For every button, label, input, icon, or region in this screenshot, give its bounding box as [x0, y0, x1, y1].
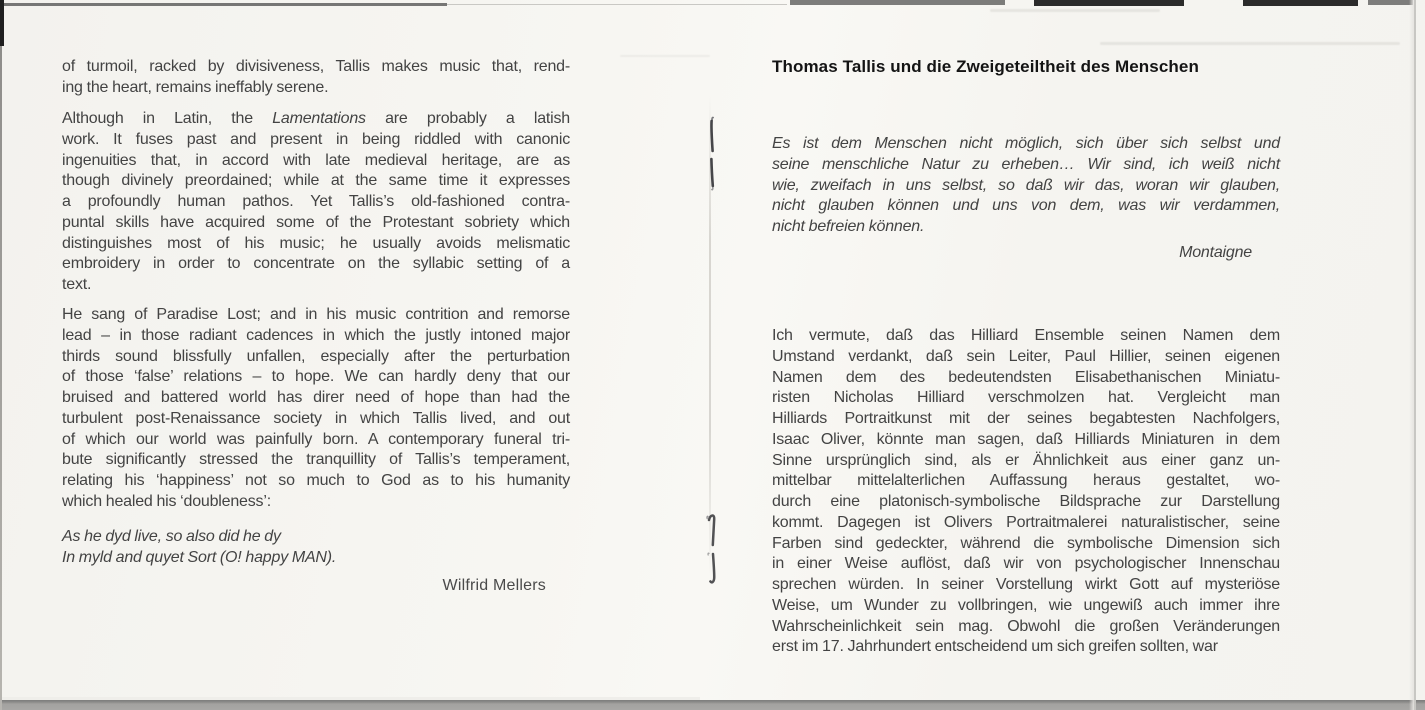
top-edge-dash: [1243, 0, 1358, 6]
text-line: wie, zweifach in uns selbst, so daß wir das, woran wir glauben,: [772, 176, 1280, 194]
staple-upper: [703, 113, 721, 193]
text-line: bruised and battered world has direr need of hope than had the: [62, 389, 570, 406]
text-line: He sang of Paradise Lost; and in his music contrition and remorse: [62, 306, 570, 323]
scan-smudge: [1100, 42, 1400, 45]
paragraph-german-1: [772, 326, 1280, 658]
text-line: distinguishes most of his music; he usually avoids melismatic: [62, 234, 570, 252]
text-line: embroidery in order to concentrate on the syllabic setting of a: [62, 255, 570, 273]
text-line: nicht glauben können und uns von dem, was wir verdammen,: [772, 197, 1280, 215]
text-line: sprechen würden. In seiner Vorstellung wirkt Gott auf mysteriöse: [772, 576, 1280, 593]
epigraph-attribution: Montaigne: [1179, 244, 1252, 261]
text-line: a profoundly human pathos. Yet Tallis’s old-fashioned contra-: [62, 193, 570, 210]
text-line: risten Nicholas Hilliard verschmolzen hat. Vergleicht man: [772, 389, 1280, 407]
text-line: Weise, um Wunder zu vollbringen, wie ungewiß auch immer ihre: [772, 596, 1280, 614]
text-line: Farben sind gedeckter, während die symbolische Dimension sich: [772, 534, 1280, 552]
text-line: of which our world was painfully born. A contemporary funeral tri-: [62, 430, 570, 448]
scan-smudge: [990, 9, 1160, 12]
scan-smudge: [620, 55, 710, 57]
text-line: Although in Latin, the Lamentations are probably a latish: [62, 110, 570, 127]
text-line: In myld and quyet Sort (O! happy MAN).: [62, 548, 337, 566]
paragraph-english-2: [62, 109, 570, 296]
text-line: Umstand verdankt, daß sein Leiter, Paul Hillier, seinen eigenen: [772, 347, 1280, 365]
text-line: ingenuities that, in accord with late medieval heritage, are as: [62, 151, 570, 169]
text-line: ing the heart, remains ineffably serene.: [62, 78, 329, 96]
text-line: Wahrscheinlichkeit sein mag. Obwohl die großen Veränderungen: [772, 617, 1280, 635]
text-line: mittelbar mittelalterlichen Auffassung heraus gestaltet, wo-: [772, 472, 1280, 490]
top-edge-dash: [790, 0, 1005, 5]
text-line: Es ist dem Menschen nicht möglich, sich über sich selbst und: [772, 135, 1280, 152]
text-line: Isaac Oliver, könnte man sagen, daß Hilliards Miniaturen in dem: [772, 430, 1280, 448]
text-line: text.: [62, 276, 92, 293]
text-line: erst im 17. Jahrhundert entscheidend um sich greifen sollten, war: [772, 638, 1218, 656]
page-title: Thomas Tallis und die Zweigeteiltheit des Menschen: [772, 57, 1199, 76]
text-line: thirds sound blissfully unfallen, especially after the perturbation: [62, 347, 570, 365]
text-line: puntal skills have acquired some of the Protestant sobriety which: [62, 213, 570, 231]
bottom-edge-band: [0, 700, 1425, 710]
text-line: durch eine platonisch-symbolische Bildsprache zur Darstellung: [772, 493, 1280, 510]
top-edge-line-mid: [447, 4, 787, 5]
text-line: work. It fuses past and present in being riddled with canonic: [62, 130, 570, 148]
text-line: Hilliards Portraitkunst mit der seines begabtesten Nachfolgers,: [772, 410, 1280, 427]
text-line: lead – in those radiant cadences in which the justly intoned major: [62, 326, 570, 344]
text-line: turbulent post-Renaissance society in which Tallis lived, and out: [62, 409, 570, 427]
text-line: As he dyd live, so also did he dy: [62, 528, 281, 545]
text-line: though divinely preordained; while at the same time it expresses: [62, 172, 570, 190]
text-line: Ich vermute, daß das Hilliard Ensemble seinen Namen dem: [772, 327, 1280, 344]
bottom-edge-highlight: [0, 697, 700, 700]
right-edge-shade: [1409, 0, 1414, 710]
text-line: in einer Weise auflöst, daß wir von psychologischer Innenschau: [772, 555, 1280, 573]
text-line: seine menschliche Natur zu erheben… Wir sind, ich weiß nicht: [772, 155, 1280, 173]
text-line: which healed his ‘doubleness’:: [62, 492, 271, 510]
epigraph: [772, 134, 1280, 238]
right-edge-line: [1414, 0, 1416, 710]
left-edge-line: [0, 46, 2, 710]
top-edge-dash: [1368, 0, 1413, 5]
text-line: Sinne ursprünglich sind, als er Ähnlichkeit aus einer ganz un-: [772, 451, 1280, 469]
text-line: of those ‘false’ relations – to hope. We can hardly deny that our: [62, 368, 570, 386]
author-signature: Wilfrid Mellers: [442, 577, 546, 594]
text-line: relating his ‘happiness’ not so much to God as to his humanity: [62, 472, 570, 489]
text-line: of turmoil, racked by divisiveness, Tallis makes music that, rend-: [62, 58, 570, 75]
text-line: bute significantly stressed the tranquillity of Tallis’s temperament,: [62, 451, 570, 469]
text-line: nicht befreien können.: [772, 218, 925, 235]
paragraph-english-3: [62, 305, 570, 513]
top-edge-dash: [1034, 0, 1184, 6]
paragraph-english-1: [62, 57, 570, 99]
verse-quote: [62, 527, 570, 569]
staple-lower: [701, 511, 723, 591]
text-line: kommt. Dagegen ist Olivers Portraitmalerei naturalistischer, seine: [772, 513, 1280, 531]
left-edge-strip: [0, 0, 4, 46]
text-line: Namen dem des bedeutendsten Elisabethanischen Miniatu-: [772, 368, 1280, 386]
top-edge-line-left: [2, 3, 447, 6]
